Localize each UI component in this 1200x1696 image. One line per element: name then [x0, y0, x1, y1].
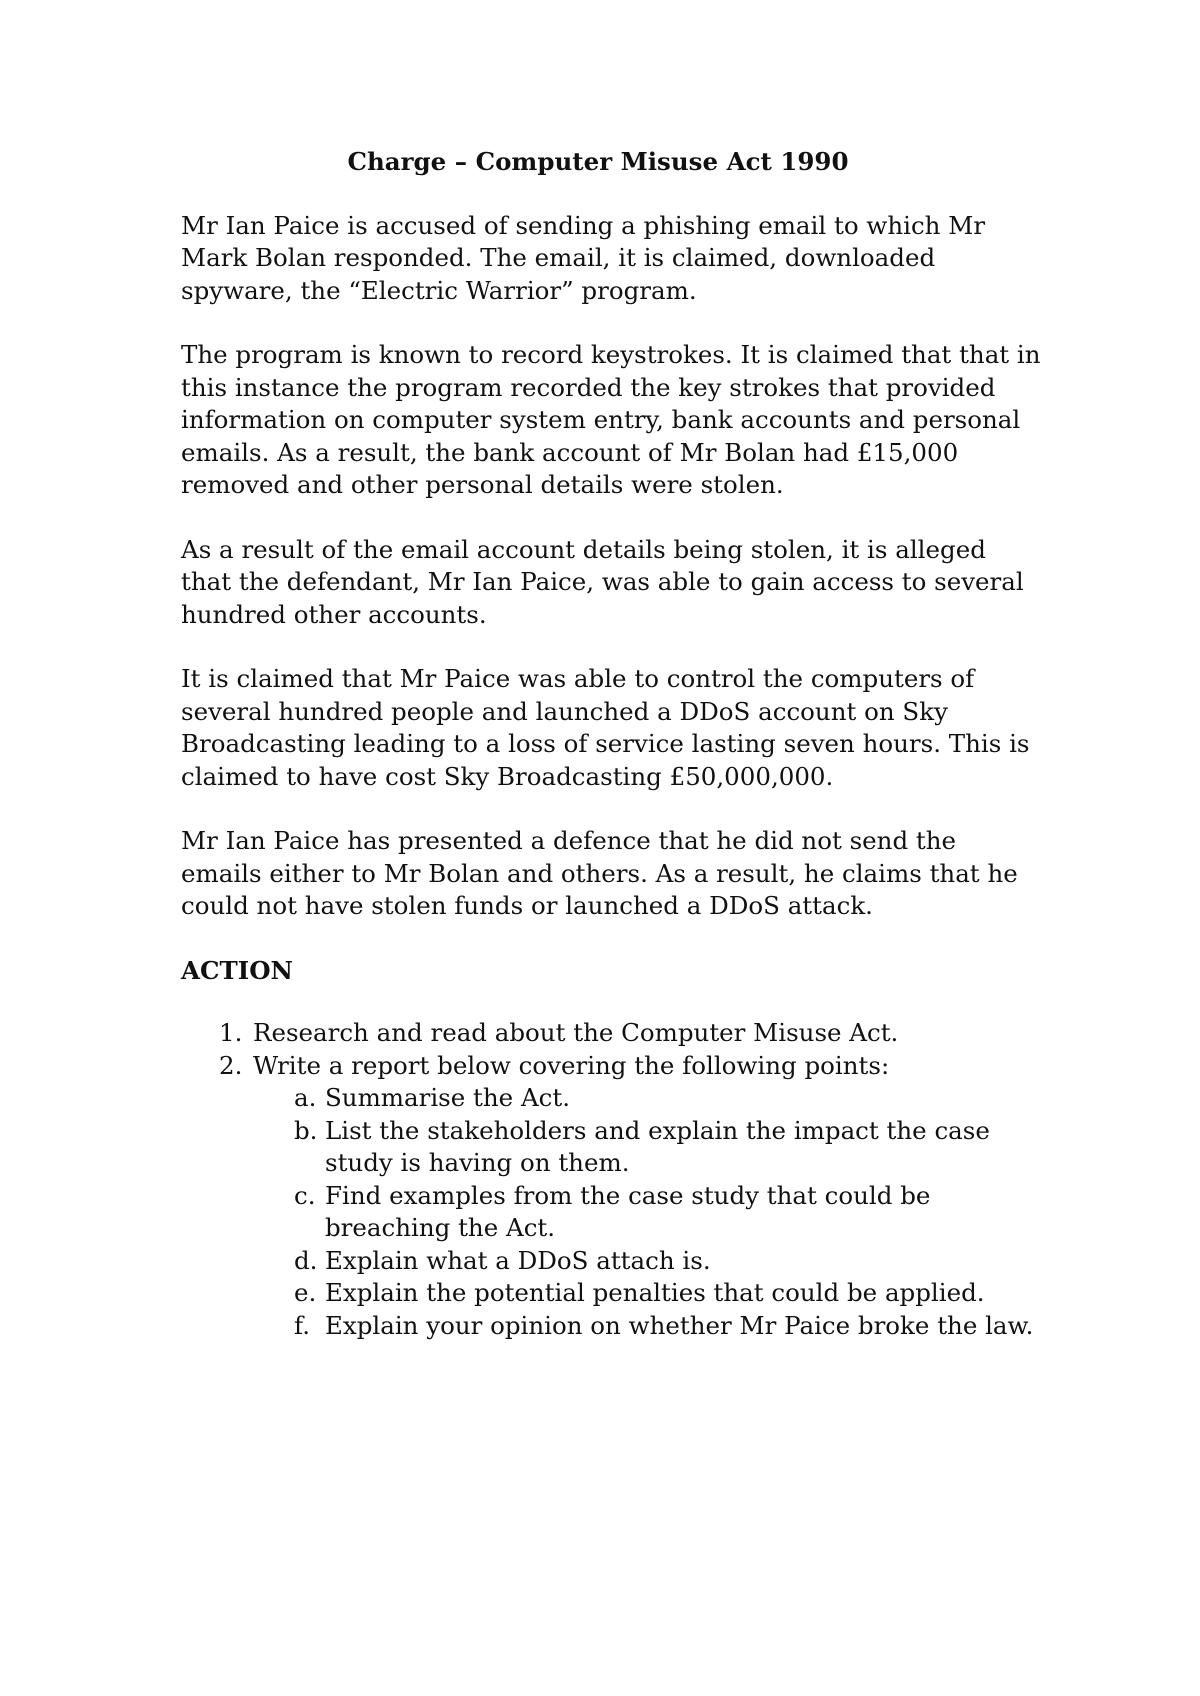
report-point [181, 1310, 1041, 1343]
report-point-letter: e. [294, 1278, 317, 1307]
action-text: Write a report below covering the following points: [253, 1050, 890, 1080]
action-text: Research and read about the Computer Misuse Act. [253, 1018, 899, 1047]
report-point-letter: f. [294, 1310, 310, 1340]
report-point-letter: b. [294, 1115, 318, 1145]
report-point [181, 1115, 1041, 1180]
action-number: 2. [219, 1050, 243, 1080]
report-point-text: Explain the potential penalties that could be applied. [325, 1278, 985, 1307]
action-list [181, 1017, 1041, 1342]
report-point-letter: a. [294, 1083, 317, 1112]
paragraph-ddos: It is claimed that Mr Paice was able to control the computers of several hundred people and launched a DDoS account on Sky Broadcasting leading to a loss of service lasting seven hours. This is claimed to have cost Sky Broadcasting £50,000,000. [181, 664, 1030, 791]
report-point-text: Find examples from the case study that could be breaching the Act. [325, 1180, 931, 1242]
report-point [181, 1245, 1041, 1278]
report-point-text: Explain your opinion on whether Mr Paice broke the law. [325, 1310, 1034, 1340]
action-heading: ACTION [181, 955, 293, 985]
report-point-letter: c. [294, 1180, 316, 1210]
report-point [181, 1180, 1041, 1245]
report-point-letter: d. [294, 1245, 318, 1275]
document-title: Charge – Computer Misuse Act 1990 [347, 147, 849, 176]
paragraph-account-access: As a result of the email account details being stolen, it is alleged that the defendant, Mr Ian Paice, was able to gain access to several hundred other accounts. [181, 534, 1024, 629]
report-point [181, 1082, 1041, 1115]
paragraph-accusation: Mr Ian Paice is accused of sending a phishing email to which Mr Mark Bolan responded. The email, it is claimed, downloaded spyware, the “Electric Warrior” program. [181, 210, 986, 305]
action-number: 1. [219, 1018, 243, 1047]
report-point [181, 1277, 1041, 1310]
paragraph-keystrokes: The program is known to record keystrokes. It is claimed that that in this instance the program recorded the key strokes that provided information on computer system entry, bank accounts and personal emails. As a result, the bank account of Mr Bolan had £15,000 removed and other personal details were stolen. [181, 340, 1041, 499]
action-item [181, 1050, 1041, 1343]
report-point-text: Summarise the Act. [325, 1083, 570, 1112]
report-point-text: List the stakeholders and explain the impact the case study is having on them. [325, 1115, 990, 1177]
report-points-list [253, 1082, 1041, 1342]
document-body [181, 146, 1041, 1342]
report-point-text: Explain what a DDoS attach is. [325, 1245, 711, 1275]
paragraph-defence: Mr Ian Paice has presented a defence that he did not send the emails either to Mr Bolan and others. As a result, he claims that he could not have stolen funds or launched a DDoS attack. [181, 826, 1018, 920]
action-item [181, 1017, 1041, 1050]
